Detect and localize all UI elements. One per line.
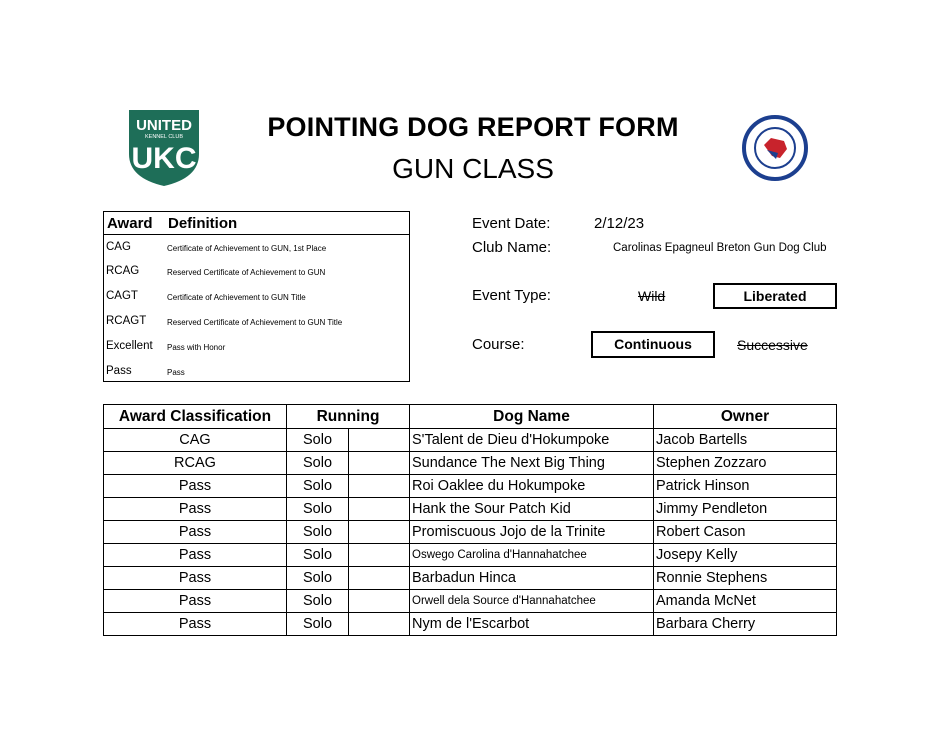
cell-owner: Ronnie Stephens bbox=[654, 567, 837, 590]
cell-running: Solo bbox=[287, 521, 349, 544]
cell-empty bbox=[349, 498, 410, 521]
course-successive: Successive bbox=[737, 337, 808, 353]
cell-empty bbox=[349, 613, 410, 636]
table-row bbox=[104, 590, 837, 613]
cell-owner: Jimmy Pendleton bbox=[654, 498, 837, 521]
cell-award: Pass bbox=[104, 613, 287, 636]
definition-row bbox=[104, 360, 409, 384]
course-label: Course: bbox=[472, 336, 525, 353]
definitions-header bbox=[104, 212, 409, 235]
cell-award: Pass bbox=[104, 521, 287, 544]
cell-award: Pass bbox=[104, 567, 287, 590]
cell-dog: Orwell dela Source d'Hannahatchee bbox=[410, 590, 654, 613]
club-logo bbox=[740, 115, 810, 181]
cell-dog: S'Talent de Dieu d'Hokumpoke bbox=[410, 429, 654, 452]
definition-row bbox=[104, 285, 409, 309]
definition-code: CAGT bbox=[106, 290, 138, 302]
cell-running: Solo bbox=[287, 429, 349, 452]
table-row bbox=[104, 544, 837, 567]
cell-award: Pass bbox=[104, 544, 287, 567]
club-name-label: Club Name: bbox=[472, 239, 552, 256]
cell-running: Solo bbox=[287, 590, 349, 613]
event-type-liberated-selected: Liberated bbox=[713, 283, 837, 309]
cell-running: Solo bbox=[287, 452, 349, 475]
definition-code: Pass bbox=[106, 365, 132, 377]
cell-owner: Patrick Hinson bbox=[654, 475, 837, 498]
definition-text: Reserved Certificate of Achievement to GUN bbox=[167, 268, 326, 277]
cell-dog: Barbadun Hinca bbox=[410, 567, 654, 590]
cell-award: CAG bbox=[104, 429, 287, 452]
page-subtitle: GUN CLASS bbox=[392, 153, 554, 184]
definition-code: RCAGT bbox=[106, 315, 147, 327]
results-table bbox=[103, 404, 837, 636]
definitions-header-definition: Definition bbox=[168, 215, 238, 232]
cell-dog: Hank the Sour Patch Kid bbox=[410, 498, 654, 521]
cell-dog: Promiscuous Jojo de la Trinite bbox=[410, 521, 654, 544]
cell-empty bbox=[349, 590, 410, 613]
course-continuous-selected: Continuous bbox=[591, 331, 715, 358]
definition-code: CAG bbox=[106, 241, 131, 253]
table-row bbox=[104, 429, 837, 452]
cell-dog: Oswego Carolina d'Hannahatchee bbox=[410, 544, 654, 567]
definition-text: Certificate of Achievement to GUN, 1st Place bbox=[167, 244, 327, 253]
event-type-wild: Wild bbox=[638, 288, 666, 304]
event-type-label: Event Type: bbox=[472, 287, 551, 304]
svg-text:UNITED: UNITED bbox=[136, 117, 192, 134]
definition-row bbox=[104, 335, 409, 359]
definition-row bbox=[104, 260, 409, 284]
definition-code: RCAG bbox=[106, 265, 140, 277]
definitions-header-award: Award bbox=[107, 215, 153, 232]
header-dog-name: Dog Name bbox=[410, 405, 654, 429]
cell-owner: Stephen Zozzaro bbox=[654, 452, 837, 475]
cell-award: Pass bbox=[104, 475, 287, 498]
svg-text:UKC: UKC bbox=[131, 142, 197, 175]
table-row bbox=[104, 475, 837, 498]
header-owner: Owner bbox=[654, 405, 837, 429]
definition-text: Reserved Certificate of Achievement to GUN Title bbox=[167, 318, 343, 327]
cell-owner: Josepy Kelly bbox=[654, 544, 837, 567]
cell-running: Solo bbox=[287, 613, 349, 636]
cell-running: Solo bbox=[287, 567, 349, 590]
definition-text: Pass bbox=[167, 368, 185, 377]
event-date-label: Event Date: bbox=[472, 215, 551, 232]
definition-text: Certificate of Achievement to GUN Title bbox=[167, 293, 306, 302]
page-title: POINTING DOG REPORT FORM bbox=[267, 112, 679, 142]
cell-empty bbox=[349, 475, 410, 498]
cell-dog: Nym de l'Escarbot bbox=[410, 613, 654, 636]
table-row bbox=[104, 521, 837, 544]
table-row bbox=[104, 498, 837, 521]
table-row bbox=[104, 567, 837, 590]
cell-empty bbox=[349, 567, 410, 590]
definition-text: Pass with Honor bbox=[167, 343, 226, 352]
cell-owner: Robert Cason bbox=[654, 521, 837, 544]
cell-empty bbox=[349, 452, 410, 475]
cell-empty bbox=[349, 429, 410, 452]
award-definitions-box bbox=[103, 211, 410, 382]
table-header-row bbox=[104, 405, 837, 429]
header-award-classification: Award Classification bbox=[104, 405, 287, 429]
cell-dog: Sundance The Next Big Thing bbox=[410, 452, 654, 475]
cell-dog: Roi Oaklee du Hokumpoke bbox=[410, 475, 654, 498]
cell-empty bbox=[349, 521, 410, 544]
header-running: Running bbox=[287, 405, 410, 429]
cell-running: Solo bbox=[287, 498, 349, 521]
cell-owner: Amanda McNet bbox=[654, 590, 837, 613]
cell-owner: Jacob Bartells bbox=[654, 429, 837, 452]
cell-award: Pass bbox=[104, 498, 287, 521]
svg-text:KENNEL CLUB: KENNEL CLUB bbox=[144, 134, 184, 140]
cell-award: Pass bbox=[104, 590, 287, 613]
cell-empty bbox=[349, 544, 410, 567]
event-date-value: 2/12/23 bbox=[594, 215, 645, 232]
cell-owner: Barbara Cherry bbox=[654, 613, 837, 636]
definition-code: Excellent bbox=[106, 340, 153, 352]
cell-award: RCAG bbox=[104, 452, 287, 475]
definition-row bbox=[104, 236, 409, 260]
cell-running: Solo bbox=[287, 544, 349, 567]
club-name-value: Carolinas Epagneul Breton Gun Dog Club bbox=[613, 242, 827, 254]
definition-row bbox=[104, 310, 409, 334]
table-row bbox=[104, 452, 837, 475]
cell-running: Solo bbox=[287, 475, 349, 498]
table-row bbox=[104, 613, 837, 636]
